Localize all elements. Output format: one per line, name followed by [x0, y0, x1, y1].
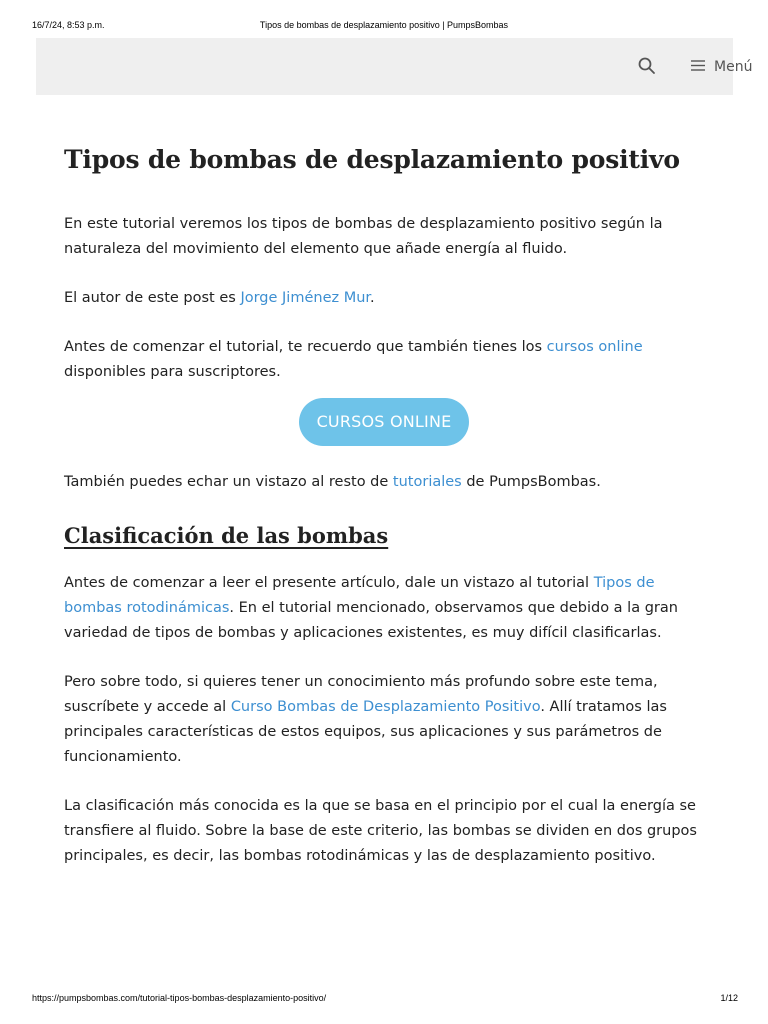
tutorials-suffix: de PumpsBombas. [461, 474, 601, 490]
course-link[interactable]: Curso Bombas de Desplazamiento Positivo [230, 699, 541, 715]
tutorials-link[interactable]: tutoriales [392, 474, 462, 490]
rotodynamic-paragraph [64, 571, 704, 646]
courses-prefix: Antes de comenzar el tutorial, te recuerdo que también tienes los [64, 339, 547, 355]
article-content [64, 140, 704, 869]
classification-paragraph: La clasificación más conocida es la que se basa en el principio por el cual la energía se transfiere al fluido. Sobre la base de este criterio, las bombas se dividen en dos grupos principales, es decir, las bombas rotodinámicas y las de desplazamiento positivo. [64, 798, 697, 864]
courses-suffix: disponibles para suscriptores. [64, 364, 281, 380]
author-suffix: . [370, 290, 375, 306]
p5-prefix: Antes de comenzar a leer el presente artículo, dale un vistazo al tutorial [64, 575, 594, 591]
courses-link[interactable]: cursos online [546, 339, 643, 355]
p5-suffix: . En el tutorial mencionado, observamos que debido a la gran variedad de tipos de bombas y aplicaciones existentes, es muy difícil clasificarlas. [64, 600, 678, 641]
tutorials-paragraph [64, 470, 704, 495]
menu-button[interactable] [690, 56, 752, 78]
cursos-online-button[interactable]: CURSOS ONLINE [299, 398, 470, 446]
course-paragraph [64, 670, 704, 770]
article-title: Tipos de bombas de desplazamiento positivo [64, 145, 680, 174]
search-icon[interactable] [637, 56, 659, 78]
courses-paragraph [64, 335, 704, 385]
tutorials-prefix: También puedes echar un vistazo al resto de [64, 474, 393, 490]
author-paragraph [64, 286, 704, 311]
p6-prefix: Pero sobre todo, si quieres tener un conocimiento más profundo sobre este tema, suscríbete y accede al [64, 674, 658, 715]
author-link[interactable]: Jorge Jiménez Mur [240, 290, 371, 306]
site-header [36, 38, 753, 95]
print-header [0, 18, 768, 34]
print-footer [0, 993, 768, 1007]
author-prefix: El autor de este post es [64, 290, 241, 306]
print-page-title: Tipos de bombas de desplazamiento positivo | PumpsBombas [259, 20, 509, 30]
print-date: 16/7/24, 8:53 p.m. [32, 20, 105, 30]
section-heading: Clasificación de las bombas [64, 523, 389, 548]
intro-paragraph: En este tutorial veremos los tipos de bombas de desplazamiento positivo según la naturaleza del movimiento del elemento que añade energía al fluido. [64, 216, 663, 257]
print-page-number: 1/12 [720, 993, 738, 1003]
rotodynamic-pumps-link[interactable]: Tipos de bombas rotodinámicas [64, 575, 655, 616]
p6-suffix: . Allí tratamos las principales características de estos equipos, sus aplicaciones y sus parámetros de funcionamiento. [64, 699, 667, 765]
menu-label: Menú [714, 59, 753, 75]
hamburger-icon [690, 58, 706, 76]
print-url: https://pumpsbombas.com/tutorial-tipos-bombas-desplazamiento-positivo/ [32, 993, 327, 1003]
cta-wrapper [64, 398, 704, 446]
